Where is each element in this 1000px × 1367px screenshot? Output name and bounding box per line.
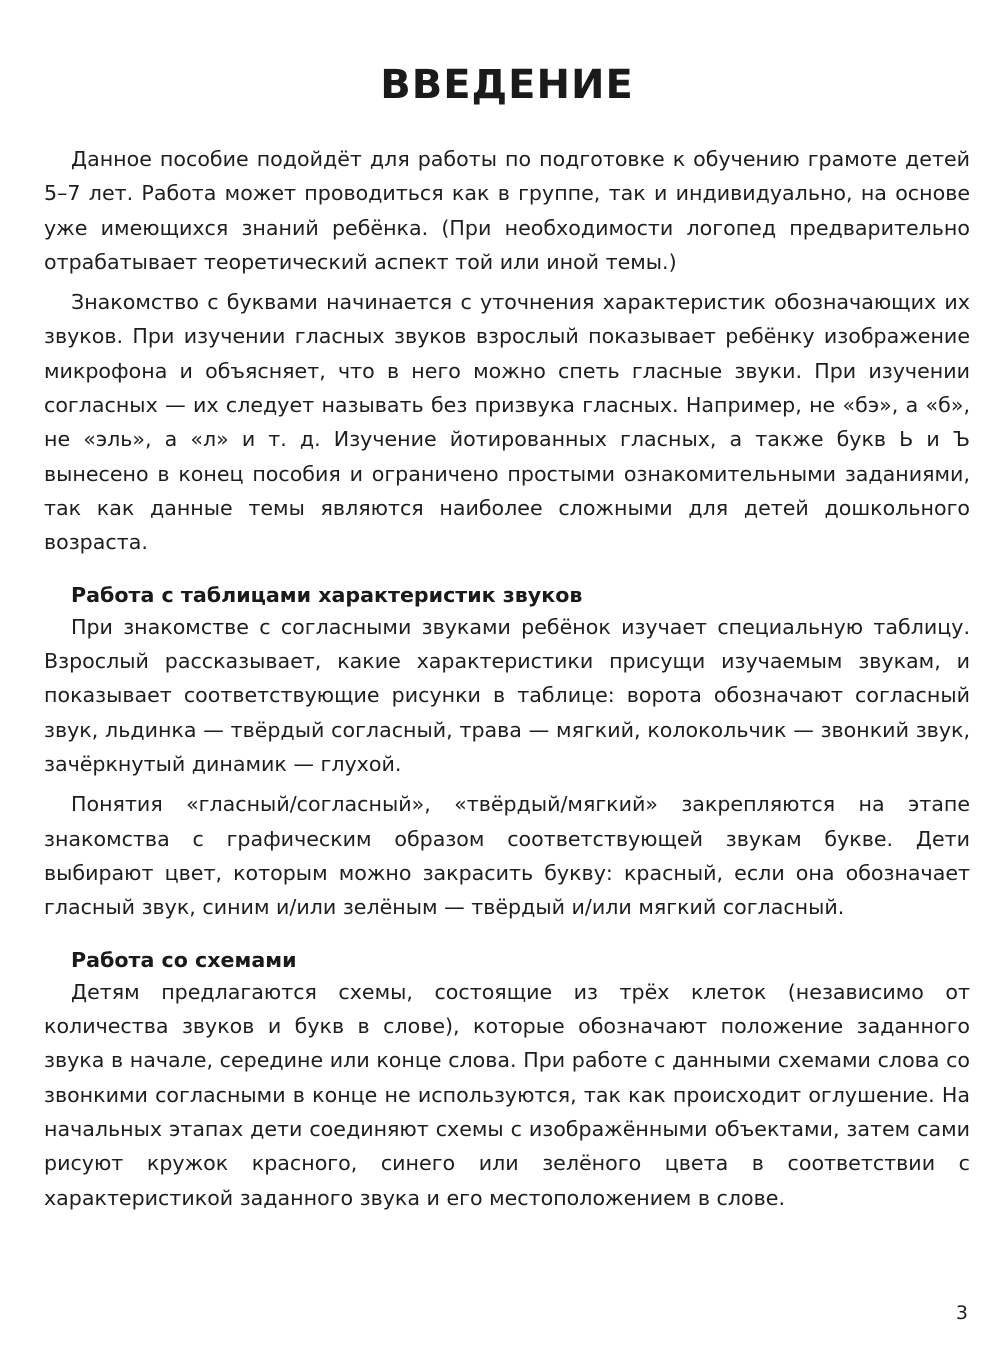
- tables-paragraph-1: При знакомстве с согласными звуками ребёнок изучает специальную таблицу. Взрослый рассказывает, какие характеристики присущи изучаемым звукам, и показывает соответствующие рисунки в таблице: ворота обозначают согласный звук, льдинка — твёрдый согласный, трава — мягкий, колокольчик — звонкий звук, зачёркнутый динамик — глухой.: [44, 614, 970, 777]
- section-heading-tables: Работа с таблицами характеристик звуков: [71, 582, 583, 607]
- section-heading-schemes: Работа со схемами: [71, 947, 297, 972]
- intro-paragraph-2: Знакомство с буквами начинается с уточнения характеристик обозначающих их звуков. При изучении гласных звуков взрослый показывает ребёнку изображение микрофона и объясняет, что в него можно спеть гласные звуки. При изучении согласных — их следует называть без призвука гласных. Например, не «бэ», а «б», не «эль», а «л» и т. д. Изучение йотированных гласных, а также букв Ь и Ъ вынесено в конец пособия и ограничено простыми ознакомительными заданиями, так как данные темы являются наиболее сложными для детей дошкольного возраста.: [44, 290, 970, 555]
- page-title: ВВЕДЕНИЕ: [380, 62, 634, 108]
- page-number: 3: [955, 1302, 968, 1324]
- intro-paragraph-1: Данное пособие подойдёт для работы по подготовке к обучению грамоте детей 5–7 лет. Работа может проводиться как в группе, так и индивидуально, на основе уже имеющихся знаний ребёнка. (При необходимости логопед предварительно отрабатывает теоретический аспект той или иной темы.): [44, 147, 970, 274]
- schemes-paragraph-1: Детям предлагаются схемы, состоящие из трёх клеток (независимо от количества звуков и букв в слове), которые обозначают положение заданного звука в начале, середине или конце слова. При работе с данными схемами слова со звонкими согласными в конце не используются, так как происходит оглушение. На начальных этапах дети соединяют схемы с изображёнными объектами, затем сами рисуют кружок красного, синего или зелёного цвета в соответствии с характеристикой заданного звука и его местоположением в слове.: [44, 979, 970, 1210]
- tables-paragraph-2: Понятия «гласный/согласный», «твёрдый/мягкий» закрепляются на этапе знакомства с графическим образом соответствующей звукам букве. Дети выбирают цвет, которым можно закрасить букву: красный, если она обозначает гласный звук, синим и/или зелёным — твёрдый и/или мягкий согласный.: [44, 792, 970, 920]
